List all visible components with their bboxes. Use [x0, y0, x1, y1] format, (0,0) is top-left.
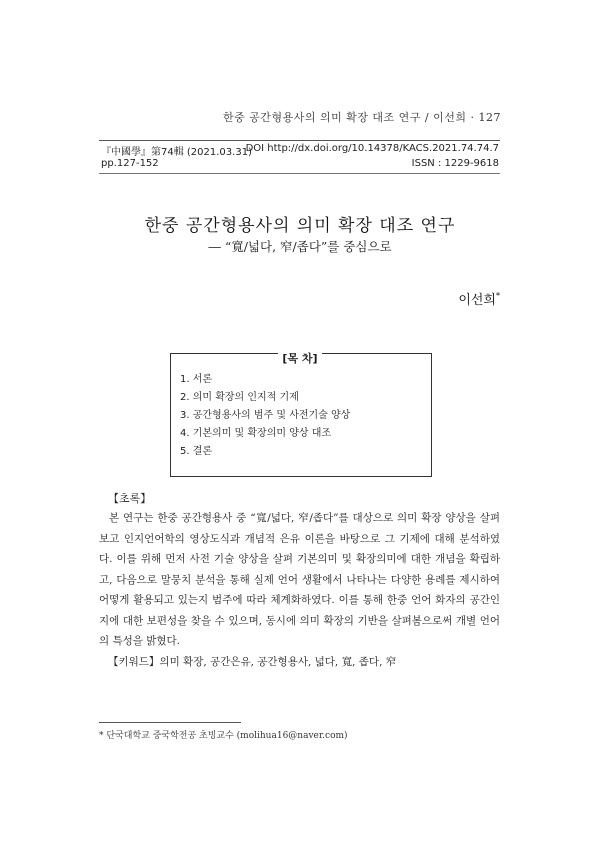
page-range: pp.127-152 — [101, 158, 159, 169]
toc-item: 4. 기본의미 및 확장의미 양상 대조 — [180, 428, 332, 439]
keywords: 【키워드】의미 확장, 공간은유, 공간형용사, 넓다, 寬, 좁다, 窄 — [108, 656, 397, 668]
footnote-rule — [99, 722, 241, 723]
meta-bottom-rule — [99, 173, 500, 174]
toc-item: 2. 의미 확장의 인지적 기제 — [180, 392, 299, 403]
toc-title: [목 차] — [0, 352, 600, 368]
abstract-body: 본 연구는 한중 공간형용사 중 “寬/넓다, 窄/좁다”를 대상으로 의미 확장 양상을 살펴보고 인지언어학의 영상도식과 개념적 은유 이론을 바탕으로 그 기제에 대해 분석하였다. 이를 위해 먼저 사전 기술 양상을 살펴 기본의미 및 확장의미에 대한 개념을 확립하고, 다음으로 말뭉치 분석을 통해 실제 언어 생활에서 나타나는 다양한 용례를 제시하여 어떻게 활용되고 있는지 범주에 따라 체계화하였다. 이를 통해 한중 언어 화자의 공간인지에 대한 보편성을 찾을 수 있으며, 동시에 의미 확장의 기반을 살펴봄으로써 개별 언어의 특성을 밝혔다. — [99, 512, 500, 647]
paper-title: 한중 공간형용사의 의미 확장 대조 연구 — [144, 216, 456, 236]
journal-info: 『中國學』第74輯 (2021.03.31) — [101, 147, 252, 158]
author-name: 이선희 — [458, 293, 496, 308]
meta-top-rule — [99, 140, 500, 141]
toc-item: 5. 결론 — [180, 446, 213, 457]
paper-subtitle: ― “寬/넓다, 窄/좁다”를 중심으로 — [208, 239, 392, 254]
toc-item: 1. 서론 — [180, 374, 213, 385]
footnote: * 단국대학교 중국학전공 초빙교수 (molihua16@naver.com) — [99, 731, 348, 741]
doi-link[interactable]: DOI http://dx.doi.org/10.14378/KACS.2021.74.74.7 — [245, 143, 499, 154]
toc-item: 3. 공간형용사의 범주 및 사전기술 양상 — [180, 410, 351, 421]
author — [458, 289, 500, 308]
running-header: 한중 공간형용사의 의미 확장 대조 연구 / 이선희 · 127 — [222, 111, 501, 124]
abstract-heading: 【초록】 — [108, 492, 152, 505]
author-footnote-mark: * — [496, 291, 500, 301]
issn: ISSN : 1229-9618 — [411, 158, 499, 169]
